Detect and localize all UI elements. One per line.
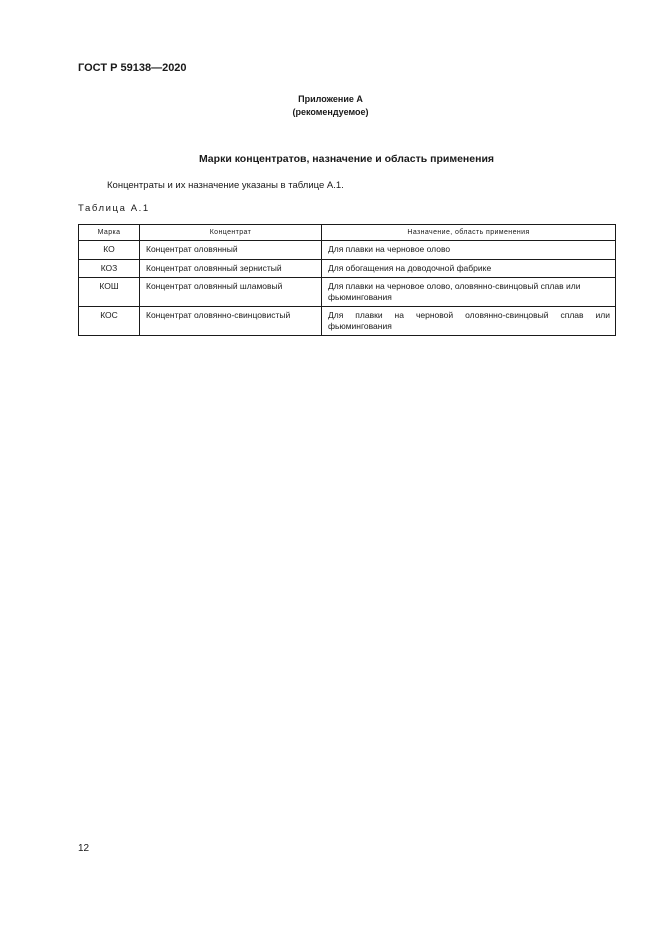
cell-purpose: Для плавки на черновое олово, оловянно-свинцовый сплав или фьюмингования bbox=[322, 278, 616, 307]
cell-purpose: Для плавки на черновое олово bbox=[322, 241, 616, 260]
column-header-purpose: Назначение, область применения bbox=[322, 225, 616, 241]
appendix-title: Приложение А bbox=[298, 94, 363, 104]
cell-mark: КОЗ bbox=[79, 259, 140, 278]
cell-mark: КО bbox=[79, 241, 140, 260]
table-caption: Таблица А.1 bbox=[78, 203, 150, 214]
table-header-row bbox=[79, 225, 616, 241]
cell-purpose: Для обогащения на доводочной фабрике bbox=[322, 259, 616, 278]
cell-concentrate: Концентрат оловянный зернистый bbox=[140, 259, 322, 278]
cell-concentrate: Концентрат оловянный шламовый bbox=[140, 278, 322, 307]
table-row bbox=[79, 241, 616, 260]
table-row bbox=[79, 259, 616, 278]
section-title: Марки концентратов, назначение и область применения bbox=[198, 153, 495, 165]
appendix-heading bbox=[0, 93, 661, 119]
appendix-subtitle: (рекомендуемое) bbox=[292, 107, 369, 117]
cell-purpose: Для плавки на черновой оловянно-свинцовый сплав или фьюмингования bbox=[322, 307, 616, 336]
table-row bbox=[79, 278, 616, 307]
column-header-concentrate: Концентрат bbox=[140, 225, 322, 241]
concentrate-table bbox=[78, 224, 616, 336]
page-number: 12 bbox=[78, 843, 90, 854]
cell-concentrate: Концентрат оловянный bbox=[140, 241, 322, 260]
document-code: ГОСТ Р 59138—2020 bbox=[78, 62, 187, 74]
cell-mark: КОШ bbox=[79, 278, 140, 307]
cell-mark: КОС bbox=[79, 307, 140, 336]
cell-concentrate: Концентрат оловянно-свинцовистый bbox=[140, 307, 322, 336]
intro-paragraph: Концентраты и их назначение указаны в таблице А.1. bbox=[107, 180, 344, 191]
column-header-mark: Марка bbox=[79, 225, 140, 241]
table-row bbox=[79, 307, 616, 336]
